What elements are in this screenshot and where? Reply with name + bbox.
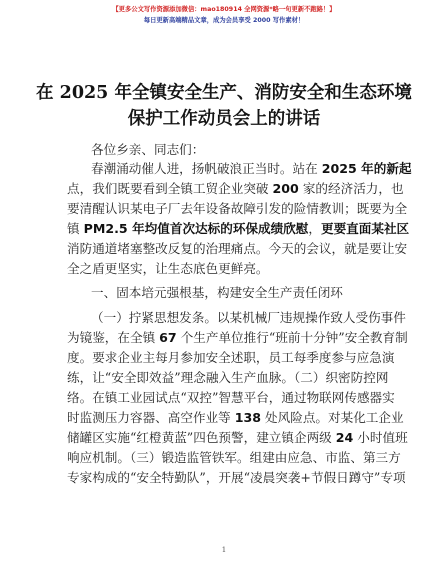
emphasis-run: PM2.5 年均值首次达标的环保成绩欣慰 [83,221,309,236]
text-run: 储罐区实施“红橙黄蓝”四色预警，建立镇企两级 [67,430,336,445]
number-run: 24 [335,430,354,445]
text-run: 处风险点。对某化工企业 [261,410,404,425]
document-title-line-2: 保护工作动员会上的讲话 [127,109,321,129]
paragraph-1-line-4 [67,219,409,239]
paragraph-1-line-1 [91,159,412,179]
number-run: 200 [272,181,299,196]
salutation: 各位乡亲、同志们： [91,142,205,157]
promo-banner-top: 【更多公文写作资源添加微信：mao180914 全网资源*略一句更新不跑路！】 [112,6,336,13]
page-number: 1 [221,546,227,554]
text-run: 个生产单位推行“班前十分钟”安全教育制 [176,330,408,345]
text-run: 家的经济活力，也 [298,181,404,196]
paragraph-2-line-6 [67,408,404,428]
text-run: 春潮涌动催人进，扬帆破浪正当时。站在 [91,161,322,176]
number-run: 67 [159,330,177,345]
document-title-line-1: 在 2025 年全镇安全生产、消防安全和生态环境 [36,83,412,103]
text-run: ， [308,221,321,236]
text-run: 时监测压力容器、高空作业等 [67,410,235,425]
paragraph-2-line-9: 专家构成的“安全特勤队”，开展“凌晨突袭+节假日蹲守”专项 [67,470,406,485]
number-run: 138 [234,410,262,425]
paragraph-2-line-5: 络。在镇工业园试点“双控”智慧平台，通过物联网传感器实 [67,390,395,405]
paragraph-2-line-4: 练，让“安全即效益”理念融入生产血脉。（二）织密防控网 [67,370,389,385]
section-heading-1: 一、固本培元强根基，构建安全生产责任闭环 [91,285,343,300]
text-run: 点，我们既要看到全镇工贸企业突破 [67,181,273,196]
paragraph-2-line-1: （一）拧紧思想发条。以某机械厂违规操作致人受伤事件 [91,310,406,325]
emphasis-run: 2025 年的新起 [321,161,412,176]
paragraph-2-line-8: 响应机制。（三）锻造监管铁军。组建由应急、市监、第三方 [67,450,401,465]
paragraph-2-line-2 [67,328,408,348]
paragraph-1-line-2 [67,179,404,199]
paragraph-2-line-7 [67,428,408,448]
promo-banner-sub: 每日更新高端精品文章，成为会员享受 2000 写作素材！ [143,17,305,24]
text-run: 镇 [67,221,84,236]
paragraph-1-line-6: 全之盾更坚实，让生态底色更鲜亮。 [67,261,269,276]
text-run: 小时值班 [353,430,408,445]
text-run: 为镜鉴，在全镇 [67,330,160,345]
paragraph-1-line-5: 消防通道堵塞整改反复的治理痛点。今天的会议，就是要让安 [67,241,408,256]
paragraph-1-line-3: 要清醒认识某电子厂去年设备故障引发的险情教训；既要为全 [67,201,408,216]
emphasis-run: 更要直面某社区 [320,221,410,236]
paragraph-2-line-3: 度。要求企业主每月参加安全述职，员工每季度参与应急演 [67,350,395,365]
